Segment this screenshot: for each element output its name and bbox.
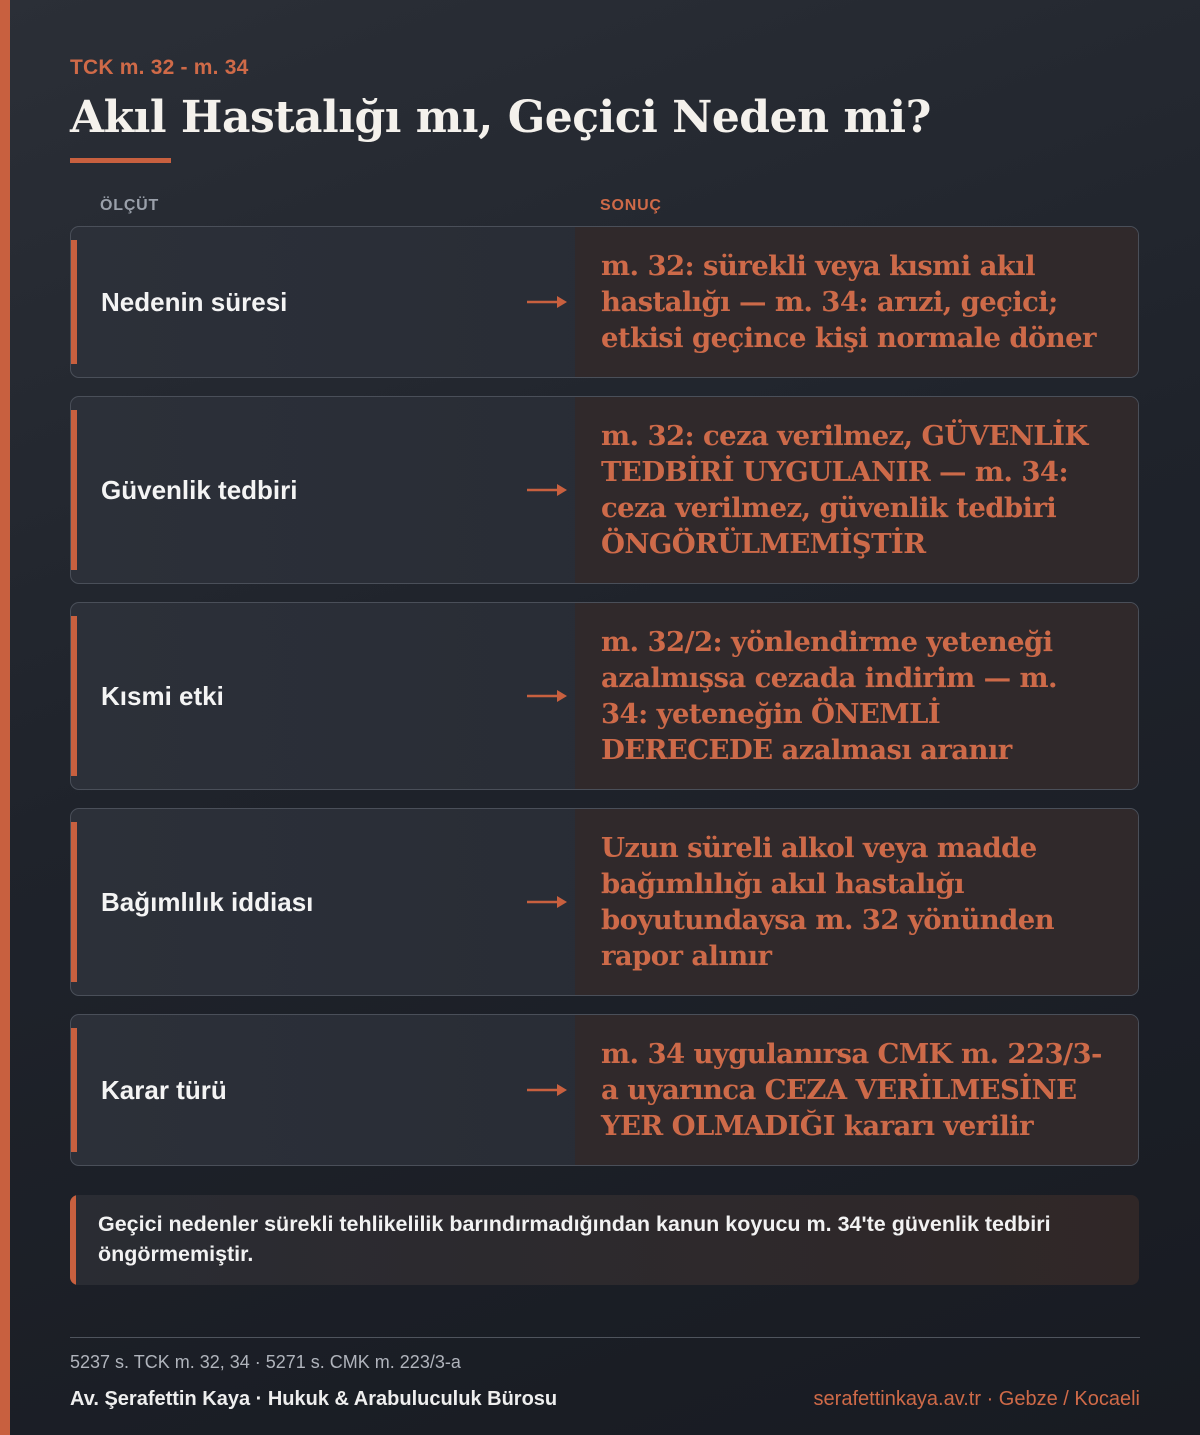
row-accent-stripe (71, 616, 77, 776)
comparison-row (70, 396, 1139, 584)
row-result-cell (575, 603, 1138, 789)
eyebrow-label: TCK m. 32 - m. 34 (70, 56, 249, 79)
page-title: Akıl Hastalığı mı, Geçici Neden mi? (70, 92, 931, 143)
row-result: m. 32: ceza verilmez, GÜVENLİK TEDBİRİ UYGULANIR — m. 34: ceza verilmez, güvenlik tedbiri ÖNGÖRÜLMEMİŞTİR (601, 420, 1088, 560)
comparison-row (70, 602, 1139, 790)
website-location: serafettinkaya.av.tr · Gebze / Kocaeli (813, 1388, 1140, 1410)
note-text: Geçici nedenler sürekli tehlikelilik barındırmadığından kanun koyucu m. 34'te güvenlik tedbiri öngörmemiştir. (98, 1212, 1051, 1266)
title-underline (70, 158, 171, 163)
column-header-result: SONUÇ (600, 197, 662, 214)
row-criterion: Bağımlılık iddiası (101, 886, 314, 917)
arrow-right-icon (527, 1082, 569, 1098)
row-accent-stripe (71, 410, 77, 570)
row-result-cell (575, 227, 1138, 377)
row-result: m. 32: sürekli veya kısmi akıl hastalığı — m. 34: arızi, geçici; etkisi geçince kişi normale döner (601, 250, 1096, 354)
arrow-right-icon (527, 894, 569, 910)
row-result-cell (575, 1015, 1138, 1165)
summary-note (70, 1195, 1139, 1285)
row-criterion: Karar türü (101, 1074, 227, 1105)
row-criterion: Güvenlik tedbiri (101, 474, 298, 505)
author-credit: Av. Şerafettin Kaya · Hukuk & Arabuluculuk Bürosu (70, 1388, 558, 1410)
row-accent-stripe (71, 240, 77, 364)
arrow-right-icon (527, 482, 569, 498)
row-result: m. 34 uygulanırsa CMK m. 223/3-a uyarınca CEZA VERİLMESİNE YER OLMADIĞI kararı verilir (601, 1038, 1102, 1142)
legal-references: 5237 s. TCK m. 32, 34 · 5271 s. CMK m. 223/3-a (70, 1352, 461, 1372)
row-criterion: Nedenin süresi (101, 286, 288, 317)
row-result: m. 32/2: yönlendirme yeteneği azalmışsa cezada indirim — m. 34: yeteneğin ÖNEMLİ DERECEDE azalması aranır (601, 626, 1057, 766)
comparison-row (70, 808, 1139, 996)
column-header-criterion: ÖLÇÜT (100, 197, 160, 214)
arrow-right-icon (527, 688, 569, 704)
row-accent-stripe (71, 1028, 77, 1152)
arrow-right-icon (527, 294, 569, 310)
row-criterion: Kısmi etki (101, 680, 224, 711)
footer-divider (70, 1337, 1140, 1338)
left-accent-bar (0, 0, 10, 1435)
row-result-cell (575, 809, 1138, 995)
comparison-row (70, 1014, 1139, 1166)
row-result: Uzun süreli alkol veya madde bağımlılığı akıl hastalığı boyutundaysa m. 32 yönünden rapor alınır (601, 832, 1055, 972)
comparison-row (70, 226, 1139, 378)
row-accent-stripe (71, 822, 77, 982)
note-accent-stripe (70, 1195, 76, 1285)
row-result-cell (575, 397, 1138, 583)
